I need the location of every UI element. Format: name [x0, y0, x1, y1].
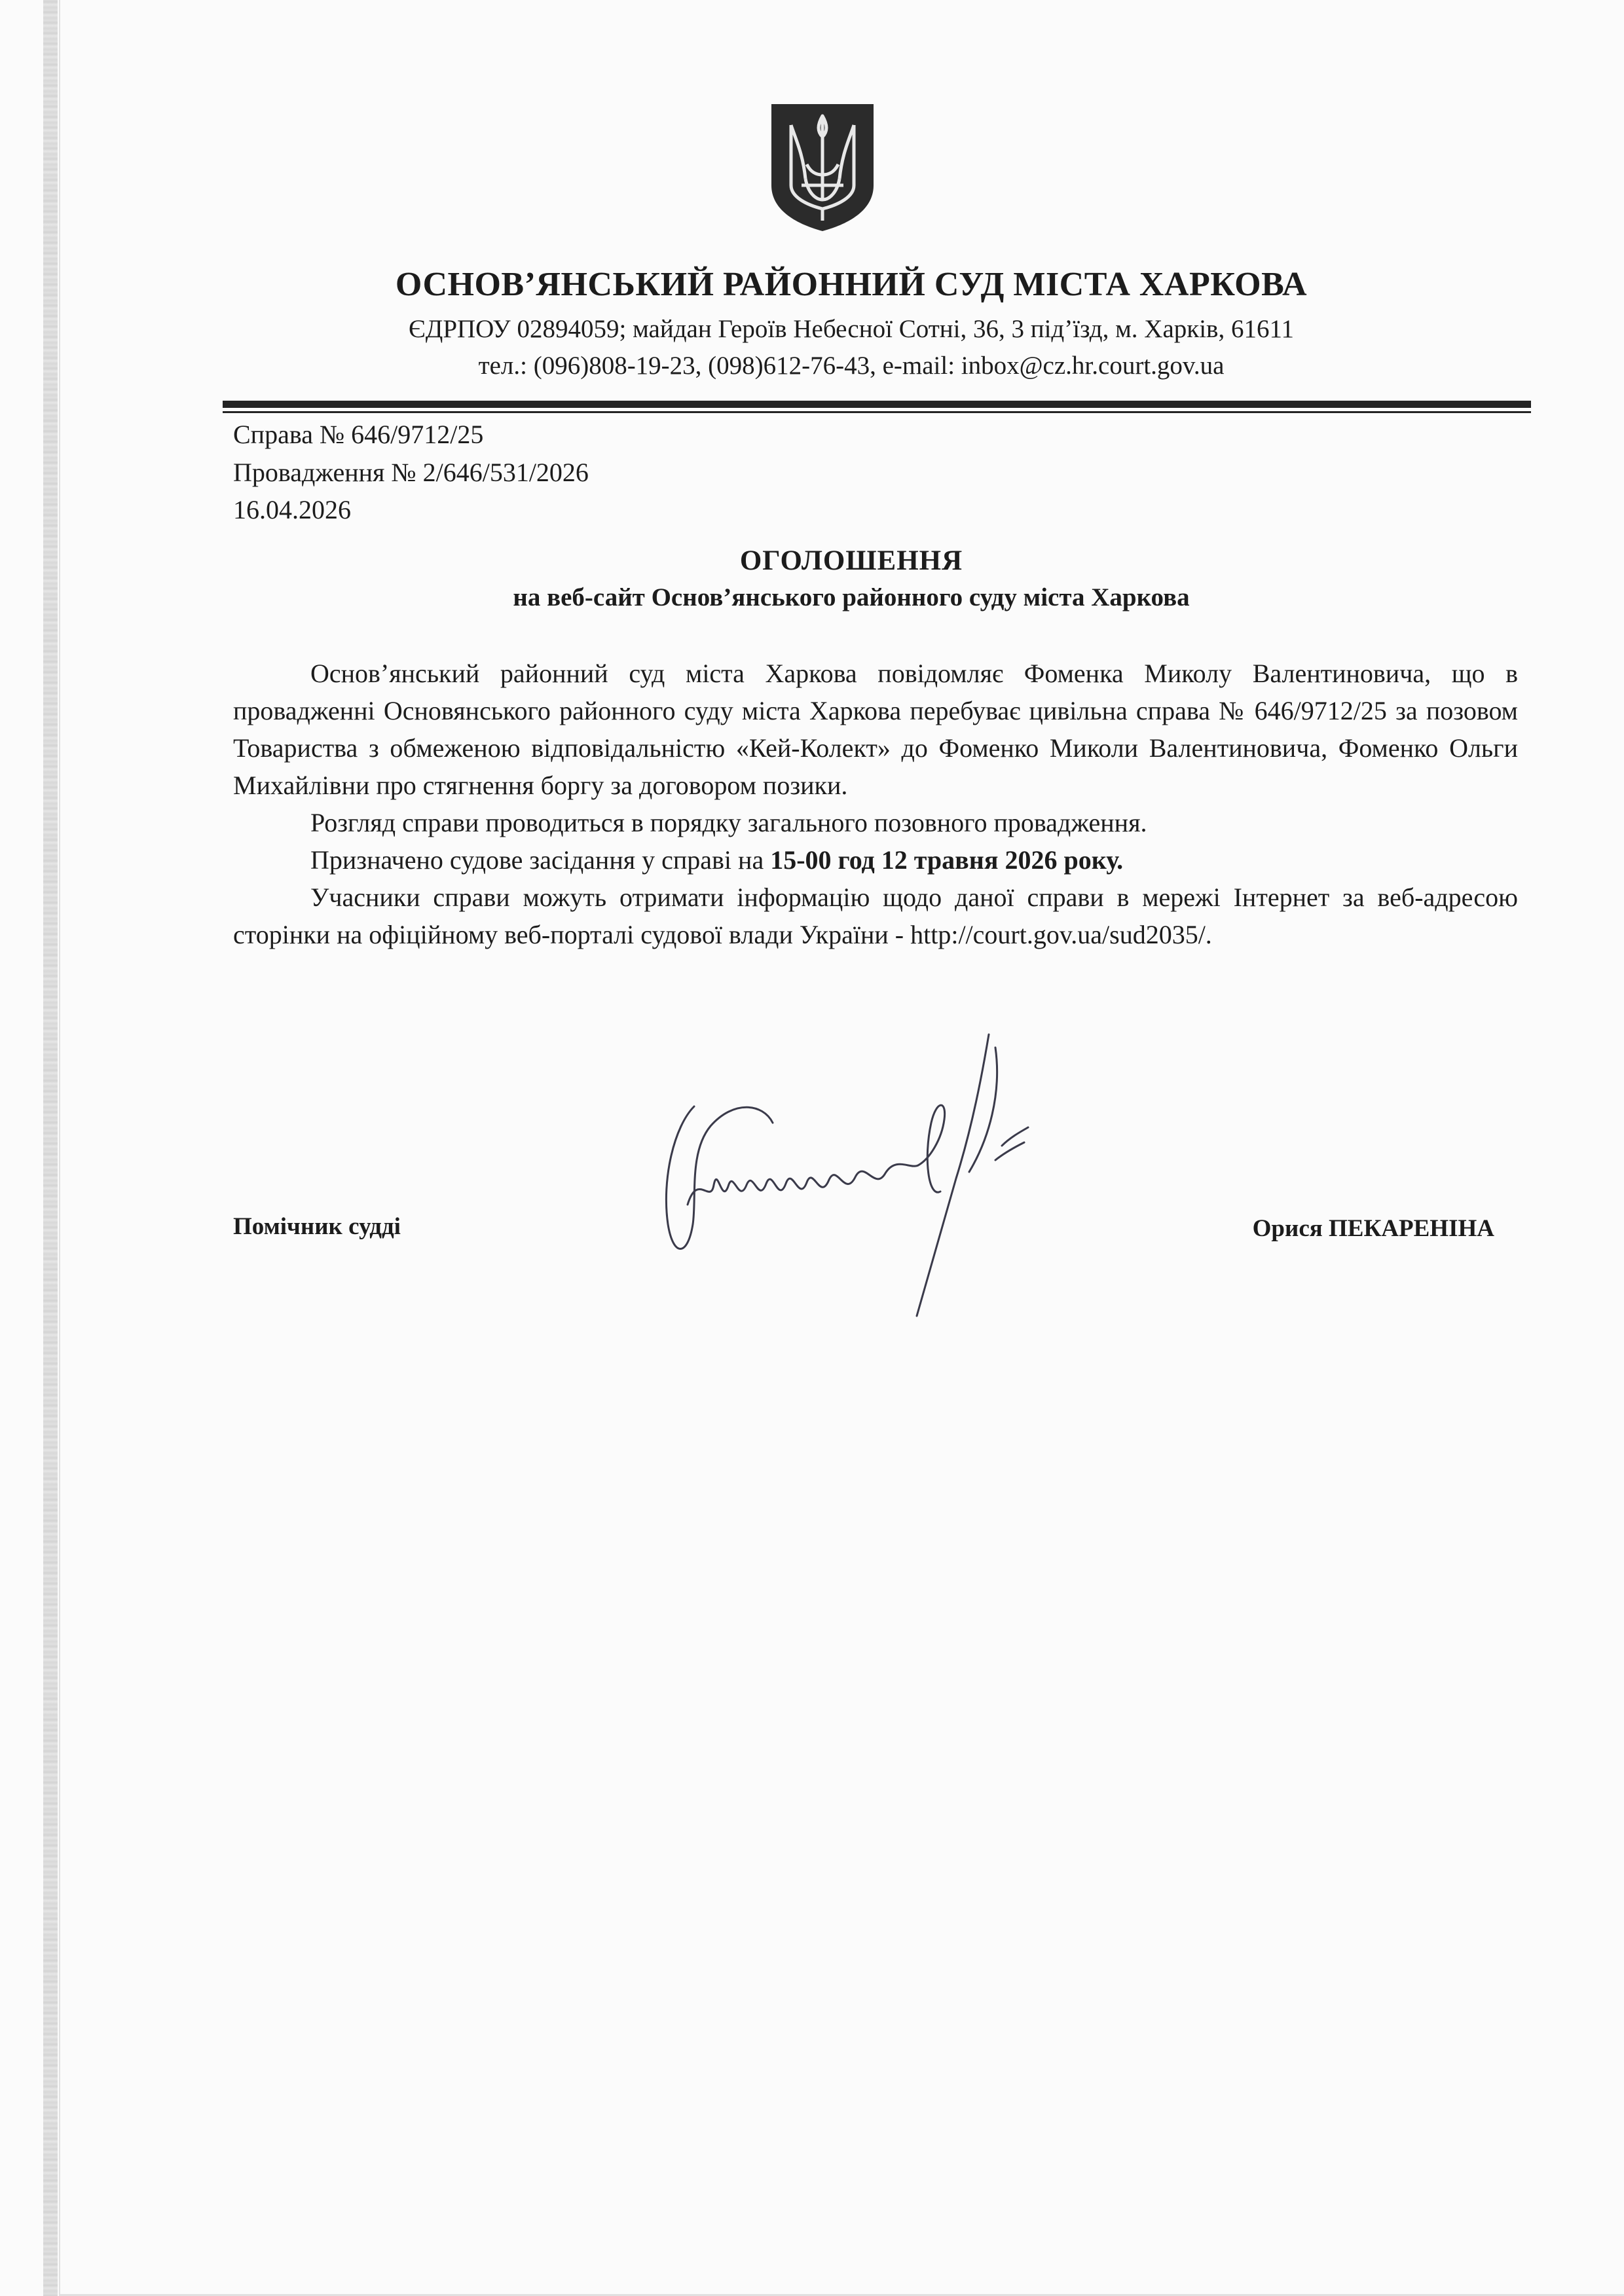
- scan-edge-shadow: [43, 0, 58, 2296]
- scan-edge-line: [59, 0, 60, 2296]
- handwritten-signature: [648, 1008, 1054, 1375]
- header-rule-thick: [223, 401, 1531, 408]
- case-number: Справа № 646/9712/25: [233, 420, 484, 449]
- hearing-prefix: Призначено судове засідання у справі на: [310, 845, 771, 875]
- paragraph-info: Учасники справи можуть отримати інформацію щодо даної справи в мережі Інтернет за веб-адресою сторінки на офіційному веб-порталі судової влади України - http://court.gov.ua/sud2035/.: [233, 883, 1518, 949]
- coat-of-arms-icon: [767, 101, 877, 232]
- paragraph-procedure: Розгляд справи проводиться в порядку загального позовного провадження.: [310, 808, 1147, 837]
- paragraph-hearing: [233, 841, 1518, 879]
- signer-name: Орися ПЕКАРЕНІНА: [1252, 1215, 1494, 1242]
- announcement-title: ОГОЛОШЕННЯ: [739, 545, 963, 576]
- signer-role: Помічник судді: [233, 1213, 401, 1240]
- document-date: 16.04.2026: [233, 495, 351, 524]
- court-name: ОСНОВ’ЯНСЬКИЙ РАЙОННИЙ СУД МІСТА ХАРКОВА: [395, 266, 1308, 303]
- announcement-body: [233, 655, 1518, 953]
- court-contacts: тел.: (096)808-19-23, (098)612-76-43, e-mail: inbox@cz.hr.court.gov.ua: [478, 352, 1225, 380]
- court-address: ЄДРПОУ 02894059; майдан Героїв Небесної Сотні, 36, 3 під’їзд, м. Харків, 61611: [408, 315, 1295, 343]
- announcement-subtitle: на веб-сайт Основ’янського районного суду міста Харкова: [513, 583, 1190, 611]
- hearing-datetime: 15-00 год 12 травня 2026 року.: [770, 845, 1124, 875]
- header-rule-thin: [223, 411, 1531, 413]
- paragraph-notice: Основ’янський районний суд міста Харкова повідомляє Фоменка Миколу Валентиновича, що в провадженні Основянського районного суду міста Харкова перебуває цивільна справа № 646/9712/25 за позовом Товариства з обмеженою відповідальністю «Кей-Колект» до Фоменко Миколи Валентиновича, Фоменко Ольги Михайлівни про стягнення боргу за договором позики.: [233, 659, 1518, 800]
- proceeding-number: Провадження № 2/646/531/2026: [233, 458, 589, 487]
